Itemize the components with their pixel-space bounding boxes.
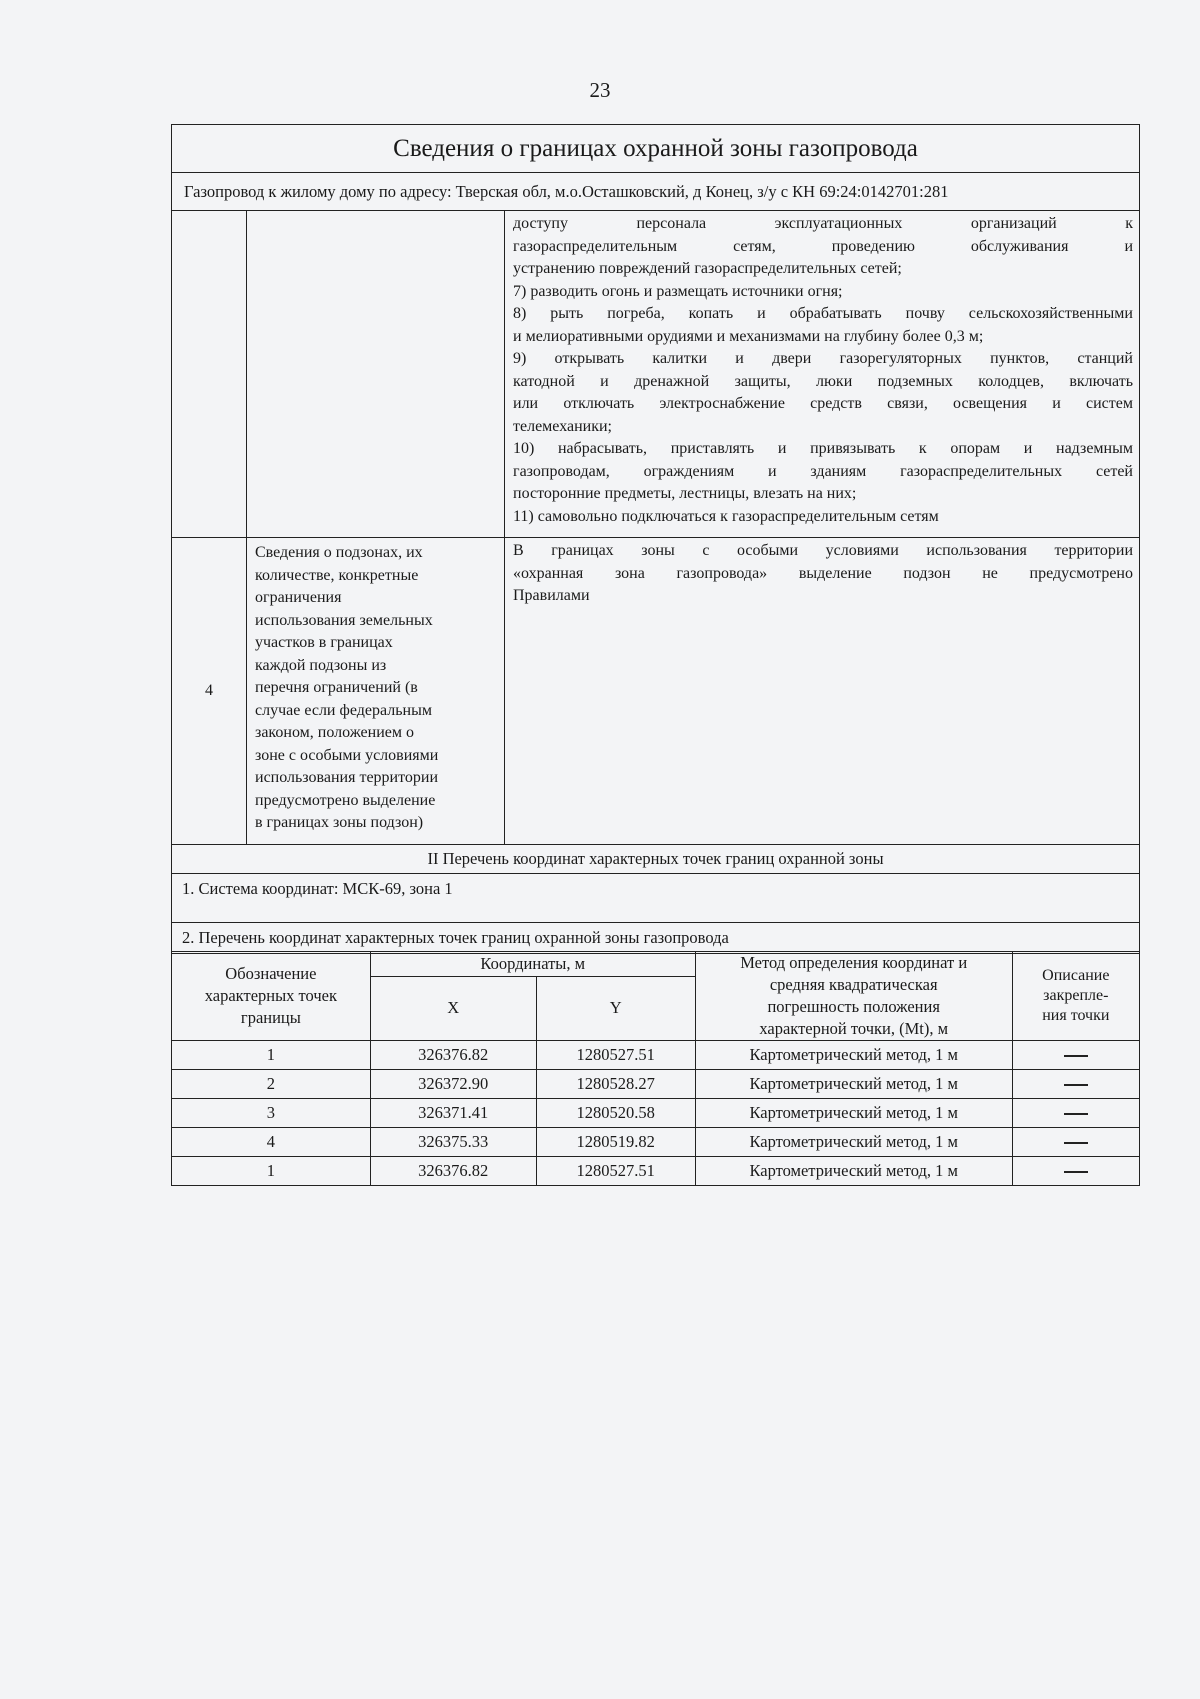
table-row	[172, 1070, 1140, 1099]
subzones-label-line: использования территории	[255, 769, 439, 786]
subzones-row	[172, 538, 1139, 845]
point-id: 1	[172, 1157, 371, 1186]
dash-mark	[1064, 1113, 1088, 1115]
y-coordinate: 1280527.51	[536, 1157, 695, 1186]
method-cell: Картометрический метод, 1 м	[695, 1070, 1012, 1099]
point-id: 4	[172, 1128, 371, 1157]
dash-mark	[1064, 1142, 1088, 1144]
restriction-line: газораспределительным сетям, проведению обслуживания и	[513, 237, 1133, 255]
form-title: Сведения о границах охранной зоны газопровода	[172, 125, 1139, 173]
restriction-line: 7) разводить огонь и размещать источники огня;	[513, 282, 843, 300]
x-coordinate: 326371.41	[370, 1099, 536, 1128]
x-coordinate: 326376.82	[370, 1157, 536, 1186]
subzones-label-line: предусмотрено выделение	[255, 791, 436, 809]
restrictions-row	[172, 211, 1139, 538]
header-designation-line: границы	[240, 1008, 301, 1027]
point-id: 1	[172, 1041, 371, 1070]
x-coordinate: 326376.82	[370, 1041, 536, 1070]
header-coordinates: Координаты, м	[370, 952, 695, 977]
restriction-line: устранению повреждений газораспределительных сетей;	[513, 260, 902, 277]
subject-line: Газопровод к жилому дому по адресу: Тверская обл, м.о.Осташковский, д Конец, з/у с КН 69:24:0142701:281	[172, 173, 1139, 211]
method-cell: Картометрический метод, 1 м	[695, 1128, 1012, 1157]
subzones-value-line: Правилами	[513, 587, 590, 604]
header-method	[695, 952, 1012, 1041]
restrictions-label-cell	[247, 211, 505, 537]
restriction-line: телемеханики;	[513, 417, 612, 435]
header-designation-line: характерных точек	[204, 986, 338, 1005]
method-cell: Картометрический метод, 1 м	[695, 1041, 1012, 1070]
description-cell	[1012, 1128, 1139, 1157]
points-list-title: 2. Перечень координат характерных точек границ охранной зоны газопровода	[182, 928, 729, 947]
restriction-line: катодной и дренажной защиты, люки подземных колодцев, включать	[513, 372, 1133, 390]
header-designation	[172, 952, 371, 1041]
table-row	[172, 1157, 1140, 1186]
section-2-title: II Перечень координат характерных точек границ охранной зоны	[172, 845, 1139, 874]
header-description-line: Описание	[1042, 967, 1110, 984]
restriction-line: доступу персонала эксплуатационных организаций к	[513, 215, 1133, 232]
restriction-line: 10) набрасывать, приставлять и привязывать к опорам и надземным	[513, 440, 1133, 457]
point-id: 2	[172, 1070, 371, 1099]
dash-mark	[1064, 1055, 1088, 1057]
y-coordinate: 1280519.82	[536, 1128, 695, 1157]
subzones-number: 4	[172, 538, 247, 844]
y-coordinate: 1280528.27	[536, 1070, 695, 1099]
subzones-value-line: «охранная зона газопровода» выделение подзон не предусмотрено	[513, 564, 1133, 582]
subzones-label-line: законом, положением о	[255, 724, 414, 741]
header-method-line: характерной точки, (Mt), м	[759, 1019, 949, 1038]
restriction-line: газопроводам, ограждениям и зданиям газораспределительных сетей	[513, 462, 1133, 480]
y-coordinate: 1280527.51	[536, 1041, 695, 1070]
restrictions-number-cell	[172, 211, 247, 537]
subzones-label-line: количестве, конкретные	[255, 566, 419, 584]
method-cell: Картометрический метод, 1 м	[695, 1157, 1012, 1186]
restriction-line: или отключать электроснабжение средств связи, освещения и систем	[513, 395, 1133, 412]
table-row	[172, 1128, 1140, 1157]
table-row	[172, 1099, 1140, 1128]
subzones-label-line: участков в границах	[255, 634, 393, 651]
coordinate-system: 1. Система координат: МСК-69, зона 1	[172, 874, 1139, 923]
coordinates-table	[171, 951, 1140, 1186]
header-description-line: ния точки	[1042, 1007, 1110, 1024]
table-row	[172, 1041, 1140, 1070]
restriction-line: 9) открывать калитки и двери газорегуляторных пунктов, станций	[513, 350, 1133, 367]
subzones-label-line: зоне с особыми условиями	[255, 746, 439, 764]
subzones-label-line: случае если федеральным	[255, 701, 432, 719]
x-coordinate: 326375.33	[370, 1128, 536, 1157]
restriction-line: посторонние предметы, лестницы, влезать на них;	[513, 485, 857, 502]
header-x: X	[370, 976, 536, 1040]
header-method-line: погрешность положения	[767, 997, 940, 1016]
restriction-line: 8) рыть погреба, копать и обрабатывать почву сельскохозяйственными	[513, 305, 1133, 322]
y-coordinate: 1280520.58	[536, 1099, 695, 1128]
page-number: 23	[589, 78, 611, 102]
x-coordinate: 326372.90	[370, 1070, 536, 1099]
header-method-line: Метод определения координат и	[740, 953, 968, 972]
subzones-label-line: Сведения о подзонах, их	[255, 544, 423, 561]
restriction-line: 11) самовольно подключаться к газораспределительным сетям	[513, 507, 939, 525]
subzones-value-line: В границах зоны с особыми условиями использования территории	[513, 542, 1133, 559]
subzones-label-line: каждой подзоны из	[255, 656, 387, 674]
header-method-line: средняя квадратическая	[769, 975, 938, 994]
point-id: 3	[172, 1099, 371, 1128]
dash-mark	[1064, 1171, 1088, 1173]
header-y: Y	[536, 976, 695, 1040]
subzones-label-line: перечня ограничений (в	[255, 679, 418, 696]
method-cell: Картометрический метод, 1 м	[695, 1099, 1012, 1128]
header-designation-line: Обозначение	[225, 964, 317, 983]
description-cell	[1012, 1070, 1139, 1099]
description-cell	[1012, 1099, 1139, 1128]
subzones-label-line: в границах зоны подзон)	[255, 814, 424, 831]
header-description-line: закрепле-	[1043, 987, 1109, 1004]
subzones-label-line: использования земельных	[255, 611, 433, 629]
dash-mark	[1064, 1084, 1088, 1086]
subzones-label	[247, 538, 505, 844]
description-cell	[1012, 1157, 1139, 1186]
header-description	[1012, 952, 1139, 1041]
description-cell	[1012, 1041, 1139, 1070]
boundary-info-form	[171, 124, 1140, 954]
subzones-value	[505, 538, 1139, 844]
subzones-label-line: ограничения	[255, 589, 342, 606]
restrictions-text	[505, 211, 1139, 537]
restriction-line: и мелиоративными орудиями и механизмами на глубину более 0,3 м;	[513, 327, 984, 345]
